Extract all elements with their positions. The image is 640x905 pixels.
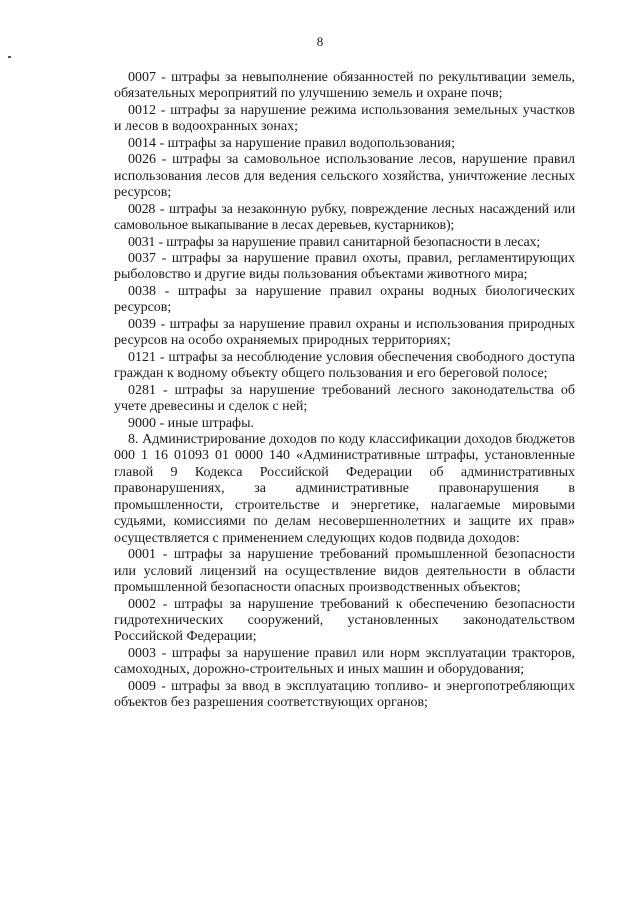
page-number: 8 (316, 34, 324, 49)
paragraph-0001: 0001 - штрафы за нарушение требований промышленной безопасности или условий лицензий на осуществление видов деятельности в области промышленной безопасности опасных производственных объектов; (114, 547, 575, 596)
paragraph-0002: 0002 - штрафы за нарушение требований к обеспечению безопасности гидротехнических сооружений, установленных законодательством Российской Федерации; (114, 596, 575, 645)
paragraph-0009: 0009 - штрафы за ввод в эксплуатацию топливо- и энергопотребляющих объектов без разрешения соответствующих органов; (114, 678, 575, 711)
paragraph-0007: 0007 - штрафы за невыполнение обязанностей по рекультивации земель, обязательных мероприятий по улучшению земель и охране почв; (114, 70, 575, 102)
paragraph-0039: 0039 - штрафы за нарушение правил охраны и использования природных ресурсов на особо охраняемых природных территориях; (114, 316, 575, 349)
paragraph-0281: 0281 - штрафы за нарушение требований лесного законодательства об учете древесины и сделок с ней; (114, 382, 575, 415)
paragraph-0038: 0038 - штрафы за нарушение правил охраны водных биологических ресурсов; (114, 283, 575, 316)
paragraph-section-8: 8. Администрирование доходов по коду классификации доходов бюджетов 000 1 16 01093 01 0000 140 «Административные штрафы, установленные главой 9 Кодекса Российской Федерации об административных правонарушениях, за административные правонарушения в промышленности, строительстве и энергетике, налагаемые мировыми судьями, комиссиями по делам несовершеннолетних и защите их прав» осуществляется с применением следующих кодов подвида доходов: (114, 431, 575, 546)
paragraph-0121: 0121 - штрафы за несоблюдение условия обеспечения свободного доступа граждан к водному объекту общего пользования и его береговой полосе; (114, 349, 575, 382)
paragraph-0003: 0003 - штрафы за нарушение правил или норм эксплуатации тракторов, самоходных, дорожно-строительных и иных машин и оборудования; (114, 645, 575, 678)
document-body (114, 70, 575, 712)
paragraph-0026: 0026 - штрафы за самовольное использование лесов, нарушение правил использования лесов для ведения сельского хозяйства, уничтожение лесных ресурсов; (114, 152, 575, 201)
paragraph-0031: 0031 - штрафы за нарушение правил санитарной безопасности в лесах; (128, 234, 541, 250)
paragraph-0037: 0037 - штрафы за нарушение правил охоты, правил, регламентирующих рыболовство и другие виды пользования объектами животного мира; (114, 250, 575, 283)
paragraph-9000: 9000 - иные штрафы. (128, 415, 255, 431)
paragraph-0012: 0012 - штрафы за нарушение режима использования земельных участков и лесов в водоохранных зонах; (114, 102, 575, 135)
paragraph-0014: 0014 - штрафы за нарушение правил водопользования; (128, 135, 455, 151)
paragraph-0028: 0028 - штрафы за незаконную рубку, повреждение лесных насаждений или самовольное выкапывание в лесах деревьев, кустарников); (114, 201, 575, 234)
scan-mark (8, 56, 11, 58)
